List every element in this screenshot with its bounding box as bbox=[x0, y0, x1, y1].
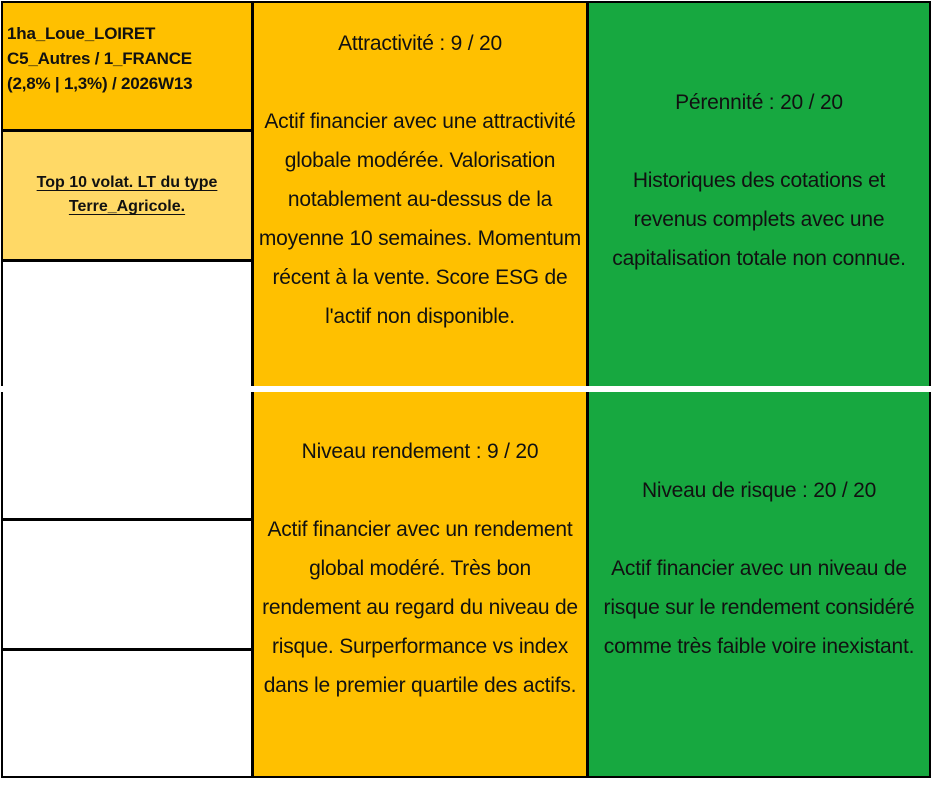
empty-cell-4 bbox=[1, 649, 253, 778]
volatility-note-cell bbox=[1, 130, 253, 261]
attractivite-description: Actif financier avec une attractivité globale modérée. Valorisation notablement au-dessus de la moyenne 10 semaines. Momentum récent à la vente. Score ESG de l'actif non disponible. bbox=[258, 110, 582, 328]
asset-info-cell bbox=[1, 1, 253, 131]
attractivite-cell bbox=[252, 1, 588, 389]
risque-title: Niveau de risque : 20 / 20 bbox=[641, 479, 877, 502]
section-divider bbox=[1, 386, 931, 392]
risque-description: Actif financier avec un niveau de risque sur le rendement considéré comme très faible voire inexistant. bbox=[603, 557, 915, 658]
volatility-note: Top 10 volat. LT du type Terre_Agricole. bbox=[36, 174, 218, 215]
rendement-cell bbox=[252, 390, 588, 778]
rendement-description: Actif financier avec un rendement global modéré. Très bon rendement au regard du niveau de risque. Surperformance vs index dans le premier quartile des actifs. bbox=[262, 518, 578, 697]
asset-category: C5_Autres / 1_FRANCE bbox=[7, 49, 192, 68]
empty-cell-2 bbox=[1, 390, 253, 520]
asset-stats: (2,8% | 1,3%) / 2026W13 bbox=[7, 74, 193, 93]
attractivite-title: Attractivité : 9 / 20 bbox=[338, 32, 502, 55]
perennite-description: Historiques des cotations et revenus complets avec une capitalisation totale non connue. bbox=[612, 169, 906, 270]
perennite-cell bbox=[587, 1, 931, 389]
empty-cell-1 bbox=[1, 260, 253, 389]
empty-cell-3 bbox=[1, 519, 253, 650]
asset-name: 1ha_Loue_LOIRET bbox=[7, 24, 156, 43]
risque-cell bbox=[587, 390, 931, 778]
rendement-title: Niveau rendement : 9 / 20 bbox=[301, 440, 539, 463]
perennite-title: Pérennité : 20 / 20 bbox=[675, 91, 843, 114]
